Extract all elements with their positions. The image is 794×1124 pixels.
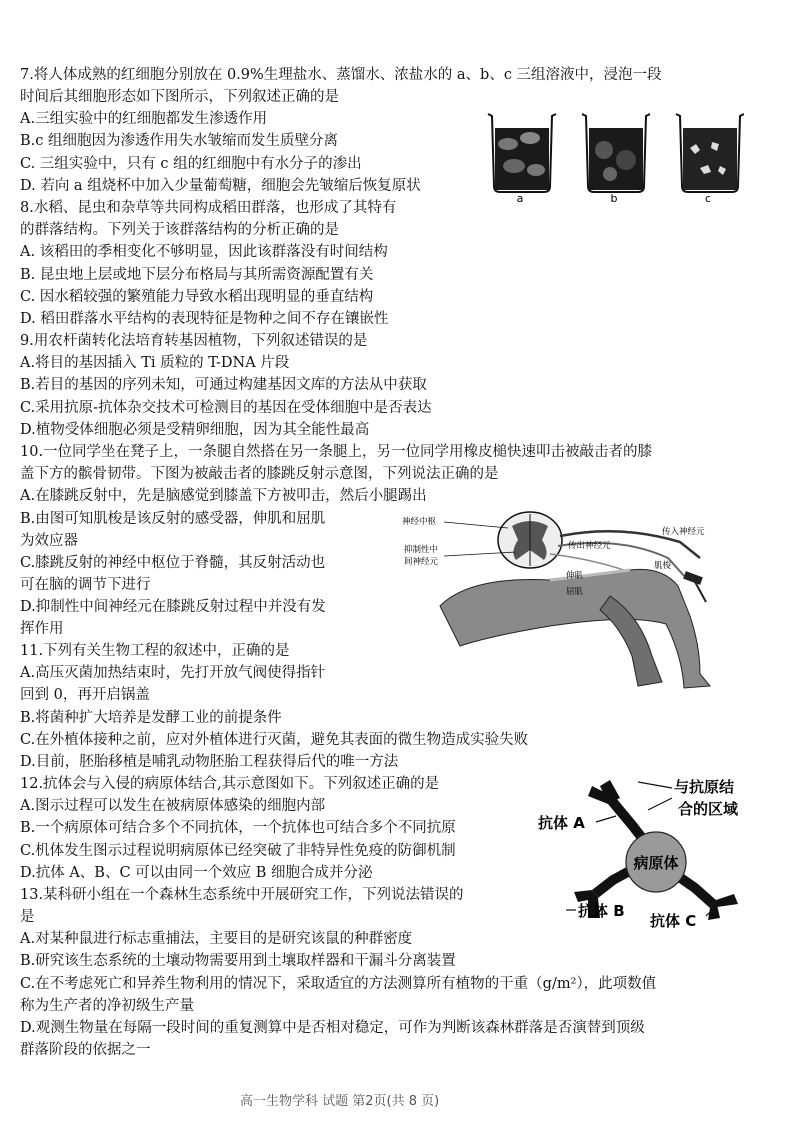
spinal-cord <box>498 512 562 568</box>
q10-option-b-line1: B.由图可知肌梭是该反射的感受器，伸肌和屈肌 <box>20 511 326 527</box>
q11-stem: 11.下列有关生物工程的叙述中，正确的是 <box>20 643 290 659</box>
q13-option-b: B.研究该生态系统的土壤动物需要用到土壤取样器和干漏斗分离装置 <box>20 953 456 969</box>
knee-reflex-figure <box>400 506 720 696</box>
beaker-label-c: c <box>704 192 712 204</box>
beaker-a <box>488 114 556 192</box>
q9-option-d: D.植物受体细胞必须是受精卵细胞，因为其全能性最高 <box>20 422 370 438</box>
q8-stem-line1: 8.水稻、昆虫和杂草等共同构成稻田群落，也形成了其特有 <box>20 200 397 216</box>
q11-option-b: B.将菌种扩大培养是发酵工业的前提条件 <box>20 710 282 726</box>
label-flexor: 屈肌 <box>566 587 584 597</box>
q10-stem-line1: 10.一位同学坐在凳子上，一条腿自然搭在另一条腿上，另一位同学用橡皮槌快速叩击被敲击者的膝 <box>20 444 653 460</box>
q7-option-d: D. 若向 a 组烧杯中加入少量葡萄糖，细胞会先皱缩后恢复原状 <box>20 178 421 194</box>
q7-stem-line1: 7.将人体成熟的红细胞分别放在 0.9%生理盐水、蒸馏水、浓盐水的 a、b、c 三组溶液中，浸泡一段 <box>20 67 662 83</box>
q12-option-c: C.机体发生图示过程说明病原体已经突破了非特异性免疫的防御机制 <box>20 843 456 859</box>
q11-option-d: D.目前，胚胎移植是哺乳动物胚胎工程获得后代的唯一方法 <box>20 754 399 770</box>
q13-option-a: A.对某种鼠进行标志重捕法，主要目的是研究该鼠的种群密度 <box>20 931 413 947</box>
q10-option-c-line2: 可在脑的调节下进行 <box>20 577 151 593</box>
beaker-label-b: b <box>610 192 618 204</box>
q13-stem-line2: 是 <box>20 909 35 925</box>
q11-option-a-line1: A.高压灭菌加热结束时，先打开放气阀使得指针 <box>20 665 326 681</box>
page-footer: 高一生物学科 试题 第2页(共 8 页) <box>240 1094 440 1109</box>
label-antibody-c: 抗体 C <box>650 912 697 930</box>
q13-option-c-line1: C.在不考虑死亡和异养生物利用的情况下，采取适宜的方法测算所有植物的干重（g/m²），此项数值 <box>20 976 657 992</box>
label-antibody-a: 抗体 A <box>538 814 585 832</box>
label-inhib-1: 抑制性中 <box>404 545 439 555</box>
q9-option-c: C.采用抗原-抗体杂交技术可检测目的基因在受体细胞中是否表达 <box>20 400 432 416</box>
label-spindle: 肌梭 <box>654 561 672 571</box>
label-center: 神经中枢 <box>402 517 437 527</box>
label-extensor: 伸肌 <box>566 571 584 581</box>
beaker-b <box>582 114 650 192</box>
q12-stem: 12.抗体会与入侵的病原体结合,其示意图如下。下列叙述正确的是 <box>20 776 440 792</box>
q10-option-b-line2: 为效应器 <box>20 533 78 549</box>
q8-stem-line2: 的群落结构。下列关于该群落结构的分析正确的是 <box>20 222 339 238</box>
q12-option-a: A.图示过程可以发生在被病原体感染的细胞内部 <box>20 798 326 814</box>
q10-option-c-line1: C.膝跳反射的神经中枢位于脊髓，其反射活动也 <box>20 555 326 571</box>
q11-option-a-line2: 回到 0，再开启锅盖 <box>20 687 150 703</box>
label-afferent: 传入神经元 <box>662 527 705 537</box>
q10-option-d-line1: D.抑制性中间神经元在膝跳反射过程中并没有发 <box>20 599 326 615</box>
q13-option-d-line1: D.观测生物量在每隔一段时间的重复测算中是否相对稳定，可作为判断该森林群落是否演替到顶级 <box>20 1020 645 1036</box>
q9-option-b: B.若目的基因的序列未知，可通过构建基因文库的方法从中获取 <box>20 377 427 393</box>
beaker-c <box>676 114 744 192</box>
q12-option-d: D.抗体 A、B、C 可以由同一个效应 B 细胞合成并分泌 <box>20 865 373 881</box>
reflex-hammer <box>683 571 706 602</box>
label-efferent: 传出神经元 <box>568 541 611 551</box>
label-antibody-b: 抗体 B <box>578 902 625 920</box>
q8-option-b: B. 昆虫地上层或地下层分布格局与其所需资源配置有关 <box>20 267 374 283</box>
q10-option-a: A.在膝跳反射中，先是脑感觉到膝盖下方被叩击，然后小腿踢出 <box>20 488 427 504</box>
q12-option-b: B.一个病原体可结合多个不同抗体，一个抗体也可结合多个不同抗原 <box>20 820 456 836</box>
label-pathogen: 病原体 <box>633 854 679 872</box>
q11-option-c: C.在外植体接种之前，应对外植体进行灭菌，避免其表面的微生物造成实验失败 <box>20 732 529 748</box>
q10-option-d-line2: 挥作用 <box>20 621 64 637</box>
q13-option-d-line2: 群落阶段的依据之一 <box>20 1042 151 1058</box>
q7-option-a: A.三组实验中的红细胞都发生渗透作用 <box>20 111 268 127</box>
q7-option-b: B.c 组细胞因为渗透作用失水皱缩而发生质壁分离 <box>20 133 338 149</box>
q8-option-c: C. 因水稻较强的繁殖能力导致水稻出现明显的垂直结构 <box>20 289 374 305</box>
q7-option-c: C. 三组实验中，只有 c 组的红细胞中有水分子的渗出 <box>20 156 362 172</box>
q13-stem-line1: 13.某科研小组在一个森林生态系统中开展研究工作，下列说法错误的 <box>20 887 464 903</box>
q7-stem-line2: 时间后其细胞形态如下图所示，下列叙述正确的是 <box>20 89 339 105</box>
beaker-label-a: a <box>516 192 524 204</box>
beakers-figure <box>484 108 744 204</box>
q8-option-d: D. 稻田群落水平结构的表现特征是物种之间不存在镶嵌性 <box>20 311 389 327</box>
label-region-2: 合的区域 <box>678 800 739 818</box>
q10-stem-line2: 盖下方的髌骨韧带。下图为被敲击者的膝跳反射示意图，下列说法正确的是 <box>20 466 499 482</box>
q8-option-a: A. 该稻田的季相变化不够明显，因此该群落没有时间结构 <box>20 244 388 260</box>
label-region-1: 与抗原结 <box>674 778 735 796</box>
antibody-figure <box>538 776 772 934</box>
q13-option-c-line2: 称为生产者的净初级生产量 <box>20 998 194 1014</box>
q9-option-a: A.将目的基因插入 Ti 质粒的 T-DNA 片段 <box>20 355 290 371</box>
q9-stem: 9.用农杆菌转化法培育转基因植物，下列叙述错误的是 <box>20 333 368 349</box>
label-inhib-2: 间神经元 <box>404 557 439 567</box>
